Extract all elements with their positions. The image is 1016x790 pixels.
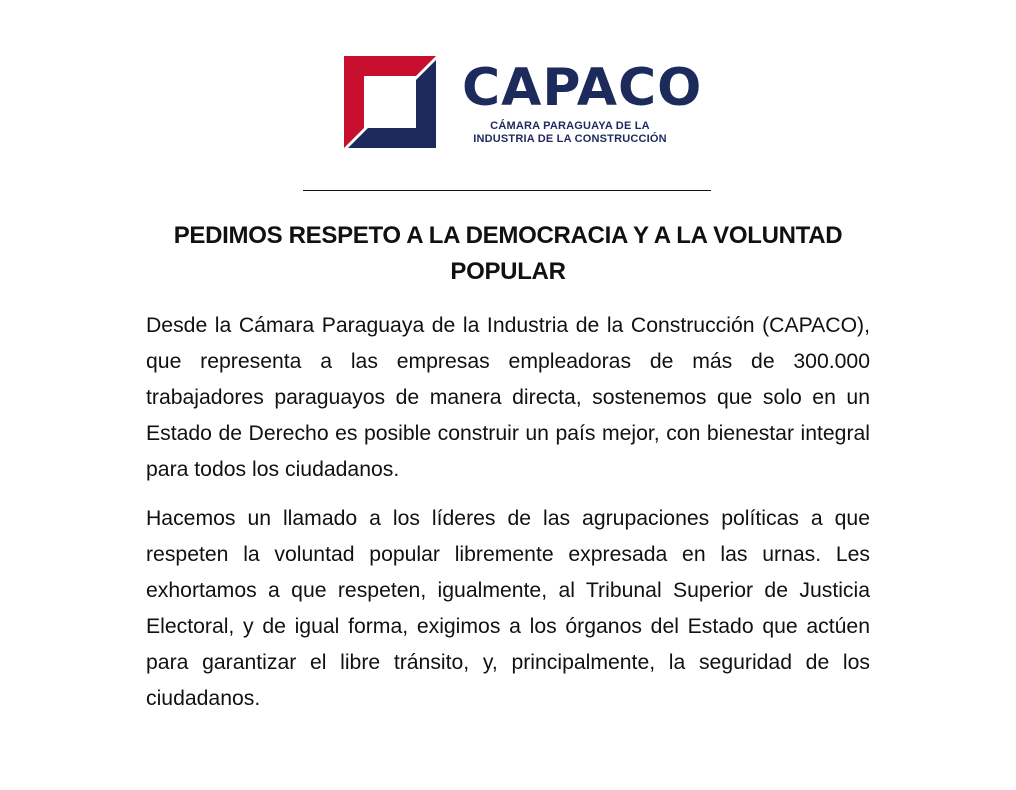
logo-subtitle bbox=[460, 120, 680, 146]
statement-paragraph-2: Hacemos un llamado a los líderes de las agrupaciones políticas a que respeten la voluntad popular libremente expresada en las urnas. Les exhortamos a que respeten, igualmente, al Tribunal Superior de Justicia Electoral, y de igual forma, exigimos a los órganos del Estado que actúen para garantizar el libre tránsito, y, principalmente, la seguridad de los ciudadanos. bbox=[146, 507, 870, 710]
logo-inner-square bbox=[372, 84, 408, 120]
capaco-logo bbox=[344, 56, 703, 152]
capaco-logo-mark-icon bbox=[344, 56, 436, 148]
statement-paragraph-1: Desde la Cámara Paraguaya de la Industria de la Construcción (CAPACO), que representa a las empresas empleadoras de más de 300.000 trabajadores paraguayos de manera directa, sostenemos que solo en un Estado de Derecho es posible construir un país mejor, con bienestar integral para todos los ciudadanos. bbox=[146, 314, 870, 481]
logo-subtitle-line-1: CÁMARA PARAGUAYA DE LA bbox=[490, 120, 650, 132]
header-divider bbox=[303, 190, 711, 191]
statement-title: PEDIMOS RESPETO A LA DEMOCRACIA Y A LA VOLUNTAD POPULAR bbox=[173, 222, 843, 285]
logo-wordmark: CAPACO bbox=[462, 58, 703, 118]
logo-subtitle-line-2: INDUSTRIA DE LA CONSTRUCCIÓN bbox=[473, 133, 667, 145]
